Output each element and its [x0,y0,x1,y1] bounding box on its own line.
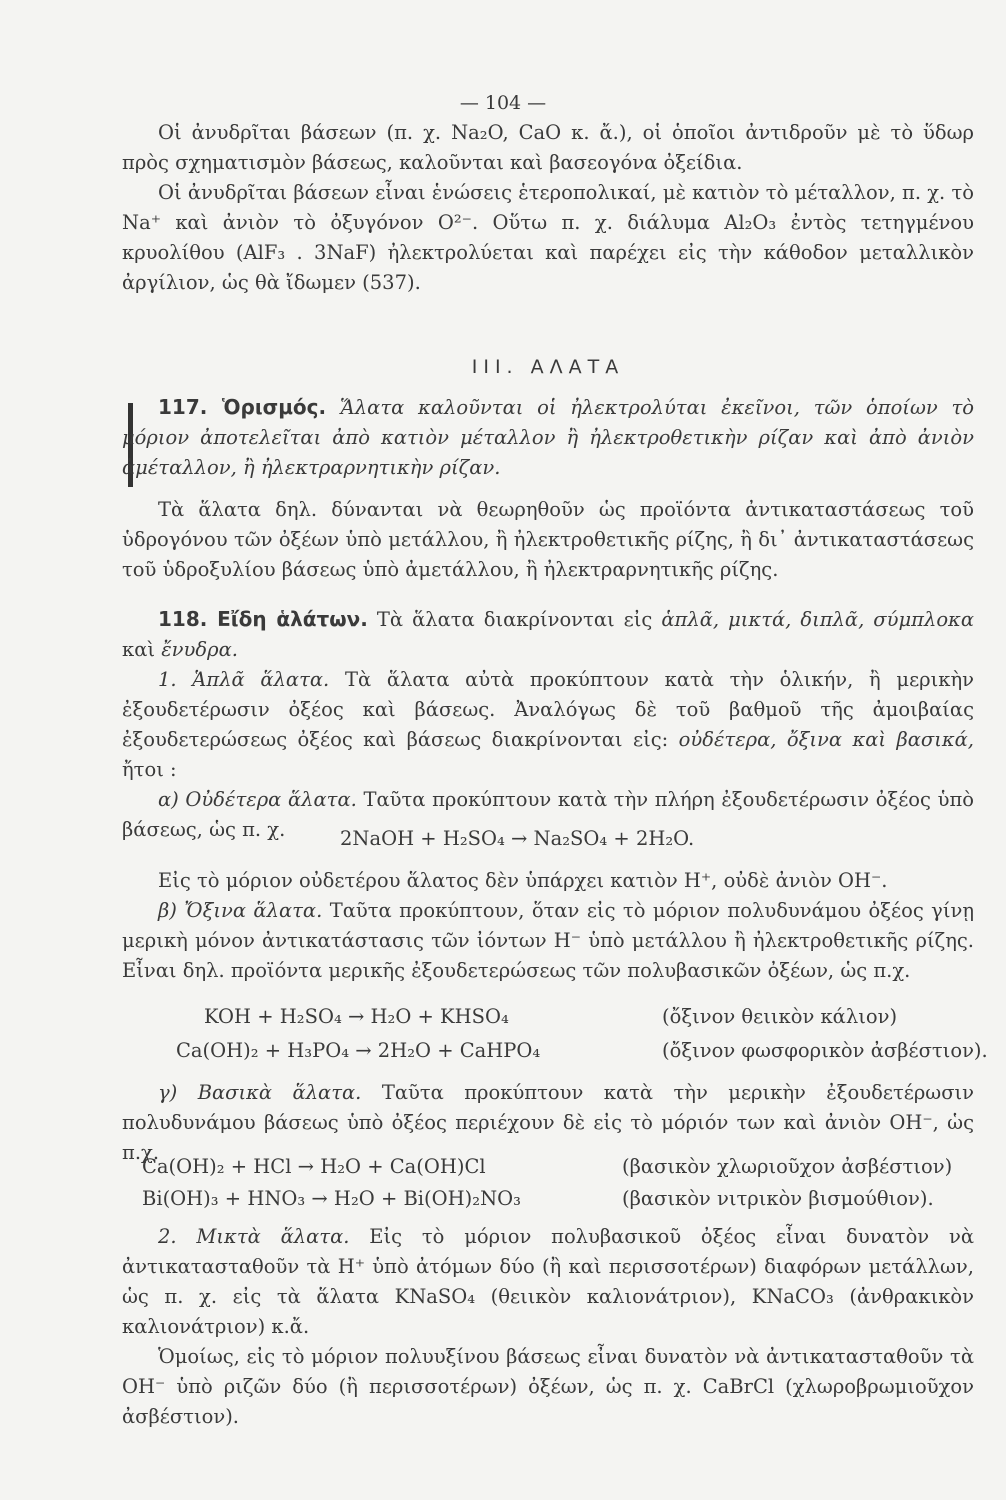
equation-5: Bi(OH)₃ + HNO₃ → H₂O + Bi(OH)₂NO₃ [142,1187,521,1210]
equation-4: Ca(OH)₂ + HCl → H₂O + Ca(OH)Cl [142,1155,486,1178]
section-title: III. ΑΛΑΤΑ [471,356,625,378]
mixed-salts-label: 2. Μικτὰ ἅλατα. [158,1225,350,1248]
equation-1: 2NaOH + H₂SO₄ → Na₂SO₄ + 2H₂O. [340,827,695,850]
intro-paragraph-2: Οἱ ἀνυδρῖται βάσεων εἶναι ἑνώσεις ἑτεροπολικαί, μὲ κατιὸν τὸ μέταλλον, π. χ. τὸ Na⁺ καὶ ἀνιὸν τὸ ὀξυγόνον O²⁻. Οὕτω π. χ. διάλυμα Al₂O₃ ἐντὸς τετηγμένου κρυολίθου (AlF₃ . 3NaF) ἠλεκτρολύεται καὶ παρέχει εἰς τὴν κάθοδον μεταλλικὸν ἀργίλιον, ὡς θὰ ἴδωμεν (537). [122,181,974,294]
equation-3: Ca(OH)₂ + H₃PO₄ → 2H₂O + CaHPO₄ [176,1039,541,1062]
basic-salts-label: γ) Βασικὰ ἅλατα. [158,1081,362,1104]
equation-3-note: (ὄξινον φωσφορικὸν ἀσβέστιον). [662,1039,988,1062]
definition-text: Ἅλατα καλοῦνται οἱ ἠλεκτρολύται ἐκεῖνοι, τῶν ὁποίων τὸ μόριον ἀποτελεῖται ἀπὸ κατιὸν μέταλλον ἢ ἠλεκτροθετικὴν ρίζαν καὶ ἀπὸ ἀνιὸν ἀμέταλλον, ἢ ἠλεκτραρνητικὴν ρίζαν. [122,396,974,479]
section-117-text: Τὰ ἅλατα δηλ. δύνανται νὰ θεωρηθοῦν ὡς προϊόντα ἀντικαταστάσεως τοῦ ὑδρογόνου τῶν ὀξέων ὑπὸ μετάλλου, ἢ ἠλεκτροθετικῆς ρίζης, ἢ δι᾿ ἀντικαταστάσεως τοῦ ὑδροξυλίου βάσεως ὑπὸ ἀμετάλλου, ἢ ἠλεκτραρνητικῆς ρίζης. [122,498,974,581]
section-118-heading: 118. Εἴδη ἁλάτων. [158,607,368,631]
intro-paragraph-1: Οἱ ἀνυδρῖται βάσεων (π. χ. Na₂O, CaO κ. ἄ.), οἱ ὁποῖοι ἀντιδροῦν μὲ τὸ ὕδωρ πρὸς σχηματισμὸν βάσεως, καλοῦνται καὶ βασεογόνα ὀξείδια. [122,121,974,174]
section-117-heading: 117. Ὁρισμός. [158,395,327,419]
page-number: — 104 — [459,92,547,114]
intro-block [122,118,974,298]
basic-salts-text: Ταῦτα προκύπτουν κατὰ τὴν μερικὴν ἐξουδετέρωσιν πολυδυνάμου βάσεως ὑπὸ ὀξέος περιέχουν δὲ εἰς τὸ μόριόν των καὶ ἀνιὸν OH⁻, ὡς π.χ. [122,1081,975,1164]
neutral-salts-text: Ταῦτα προκύπτουν κατὰ τὴν πλήρη ἐξουδετέρωσιν ὀξέος ὑπὸ βάσεως, ὡς π. χ. [122,788,974,841]
equation-5-note: (βασικὸν νιτρικὸν βισμούθιον). [622,1187,934,1210]
salt-type-hydrated: ἔνυδρα. [161,638,238,661]
equation-4-note: (βασικὸν χλωριοῦχον ἀσβέστιον) [622,1155,953,1178]
simple-salt-types: οὐδέτερα, ὄξινα καὶ βασικά, [678,728,974,751]
acid-salts-text: Ταῦτα προκύπτουν, ὅταν εἰς τὸ μόριον πολυδυνάμου ὀξέος γίνῃ μερικὴ μόνον ἀντικατάστασις τῶν ἰόντων H⁻ ὑπὸ μετάλλου ἢ ἠλεκτροθετικῆς ρίζης. Εἶναι δηλ. προϊόντα μερικῆς ἐξουδετερώσεως τῶν πολυβασικῶν ὀξέων, ὡς π.χ. [122,899,975,982]
simple-salts-end: ἤτοι : [122,758,177,781]
section-117 [122,392,974,585]
simple-salts-label: 1. Ἁπλᾶ ἅλατα. [158,668,330,691]
section-118-continued [122,866,974,986]
mixed-salts-text-2: Ὁμοίως, εἰς τὸ μόριον πολυυξίνου βάσεως εἶναι δυνατὸν νὰ ἀντικατασταθοῦν τὰ OH⁻ ὑπὸ ριζῶν δύο (ἢ περισσοτέρων) ὀξέων, ὡς π. χ. CaBrCl (χλωροβρωμιοῦχον ἀσβέστιον). [122,1345,974,1428]
equation-2: KOH + H₂SO₄ → H₂O + KHSO₄ [204,1005,509,1028]
simple-salts-text: Τὰ ἅλατα αὐτὰ προκύπτουν κατὰ τὴν ὁλικήν, ἢ μερικὴν ἐξουδετέρωσιν ὀξέος καὶ βάσεως. Ἀναλόγως δὲ τοῦ βαθμοῦ τῆς ἀμοιβαίας ἐξουδετερώσεως ὀξέος καὶ βάσεως διακρίνονται εἰς: [122,668,975,751]
section-118 [122,604,974,845]
section-118-intro: Τὰ ἅλατα διακρίνονται εἰς [376,608,653,631]
mixed-salts-block [122,1222,974,1432]
section-118-intro-and: καὶ [122,638,156,661]
neutral-note: Εἰς τὸ μόριον οὐδετέρου ἅλατος δὲν ὑπάρχει κατιὸν H⁺, οὐδὲ ἀνιὸν OH⁻. [158,869,888,892]
salt-types-list: ἁπλᾶ, μικτά, διπλᾶ, σύμπλοκα [661,608,975,631]
neutral-salts-label: α) Οὐδέτερα ἅλατα. [158,788,357,811]
mixed-salts-text: Εἰς τὸ μόριον πολυβασικοῦ ὀξέος εἶναι δυνατὸν νὰ ἀντικατασταθοῦν τὰ H⁺ ὑπὸ ἀτόμων δύο (ἢ καὶ περισσοτέρων) διαφόρων μετάλλων, ὡς π. χ. εἰς τὰ ἅλατα KNaSO₄ (θειικὸν καλιονάτριον), KNaCO₃ (ἀνθρακικὸν καλιονάτριον) κ.ἄ. [122,1225,974,1338]
acid-salts-label: β) Ὄξινα ἅλατα. [158,899,323,922]
equation-2-note: (ὄξινον θειικὸν κάλιον) [662,1005,898,1028]
